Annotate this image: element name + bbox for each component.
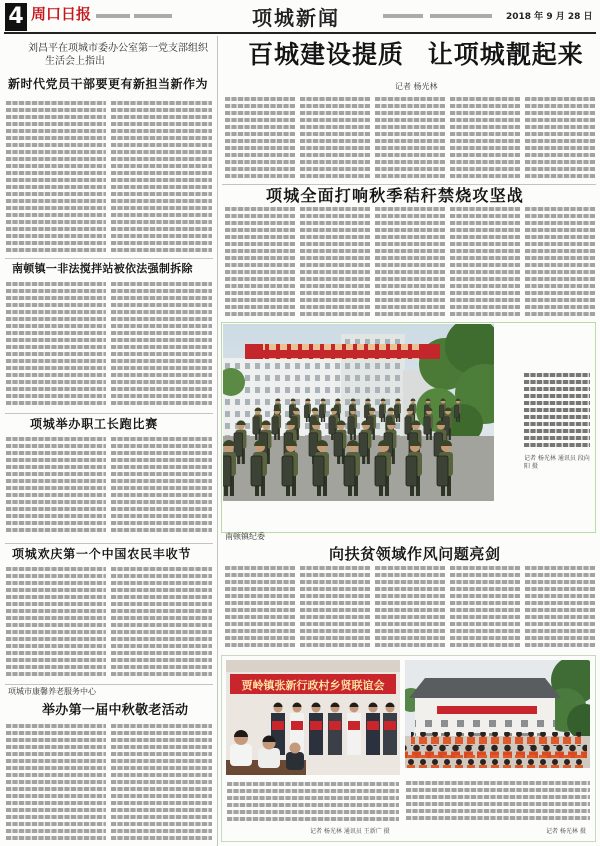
- article2-body-column: [6, 282, 106, 408]
- article5-body-column: [6, 724, 106, 843]
- red-banner: [245, 344, 440, 359]
- discipline-story-headline: 向扶贫领域作风问题亮剑: [329, 545, 501, 563]
- header-meta-text: [383, 14, 423, 18]
- article-separator: [5, 543, 213, 544]
- header-meta-text: [134, 14, 172, 18]
- drill-photo: [223, 324, 494, 501]
- lead-story-headline: 百城建设提质 让项城靓起来: [248, 40, 584, 69]
- article-separator: [5, 413, 213, 414]
- straw-story-body-column: [450, 207, 520, 319]
- photo1-caption: [524, 373, 590, 450]
- discipline-story-body-column: [375, 566, 445, 650]
- straw-story-body-column: [300, 207, 370, 319]
- column-divider: [217, 36, 218, 846]
- article1-body-column: [6, 101, 106, 255]
- lead-story-body-column: [450, 97, 520, 181]
- article2-body-column: [111, 282, 212, 408]
- section-title: 项城新闻: [252, 6, 340, 30]
- lead-story-body-column: [375, 97, 445, 181]
- header-rule: [4, 32, 596, 34]
- article2-headline: 南顿镇一非法搅拌站被依法强制拆除: [12, 262, 193, 275]
- page-number: 4: [5, 3, 27, 31]
- discipline-story-body-column: [450, 566, 520, 650]
- lead-story-body-column: [225, 97, 295, 181]
- straw-story-body-column: [525, 207, 595, 319]
- lead-story-body-column: [525, 97, 595, 181]
- photo2-caption: [227, 782, 399, 824]
- article1-kicker: 刘昌平在项城市委办公室第一党支部组织生活会上指出: [28, 43, 208, 67]
- article5-body-column: [111, 724, 212, 843]
- straw-story-headline: 项城全面打响秋季秸秆禁烧攻坚战: [266, 186, 525, 205]
- header-meta-text: [96, 14, 130, 18]
- gathering-photo: [405, 660, 590, 768]
- photo1-credit: 记者 杨光林 通讯员 段向阳 摄: [524, 455, 590, 470]
- ceiling: [226, 660, 400, 672]
- article5-headline: 举办第一届中秋敬老活动: [42, 703, 189, 718]
- article4-body-column: [111, 567, 212, 679]
- photo2-credit: 记者 杨光林 通讯员 王新广 摄: [310, 828, 390, 835]
- photo3-caption: [406, 781, 590, 823]
- article1-body-column: [111, 101, 212, 255]
- article5-kicker: 项城市康馨养老服务中心: [8, 687, 96, 696]
- article3-body-column: [6, 437, 106, 535]
- article4-body-column: [6, 567, 106, 679]
- lead-story-body-column: [300, 97, 370, 181]
- article3-headline: 项城举办职工长跑比赛: [30, 417, 159, 431]
- article3-body-column: [111, 437, 212, 535]
- lead-story-byline: 记者 杨光林: [395, 82, 438, 91]
- discipline-story-kicker: 南顿镇纪委: [225, 532, 265, 541]
- banner-text: 贾岭镇张新行政村乡贤联谊会: [241, 679, 385, 692]
- header-meta-text: [430, 14, 492, 18]
- article-separator: [5, 684, 213, 685]
- article4-headline: 项城欢庆第一个中国农民丰收节: [12, 547, 192, 561]
- straw-story-body-column: [375, 207, 445, 319]
- story-separator: [222, 184, 596, 185]
- article-separator: [5, 258, 213, 259]
- discipline-story-body-column: [225, 566, 295, 650]
- issue-date: 2018 年 9 月 28 日: [506, 12, 593, 22]
- newspaper-logo: 周口日报: [31, 5, 92, 23]
- seated-crowd: [405, 732, 587, 768]
- meeting-photo: [226, 660, 400, 775]
- photo3-credit: 记者 杨光林 摄: [546, 828, 586, 835]
- article1-headline: 新时代党员干部要更有新担当新作为: [8, 77, 209, 91]
- discipline-story-body-column: [300, 566, 370, 650]
- discipline-story-body-column: [525, 566, 595, 650]
- straw-story-body-column: [225, 207, 295, 319]
- building: [409, 678, 561, 738]
